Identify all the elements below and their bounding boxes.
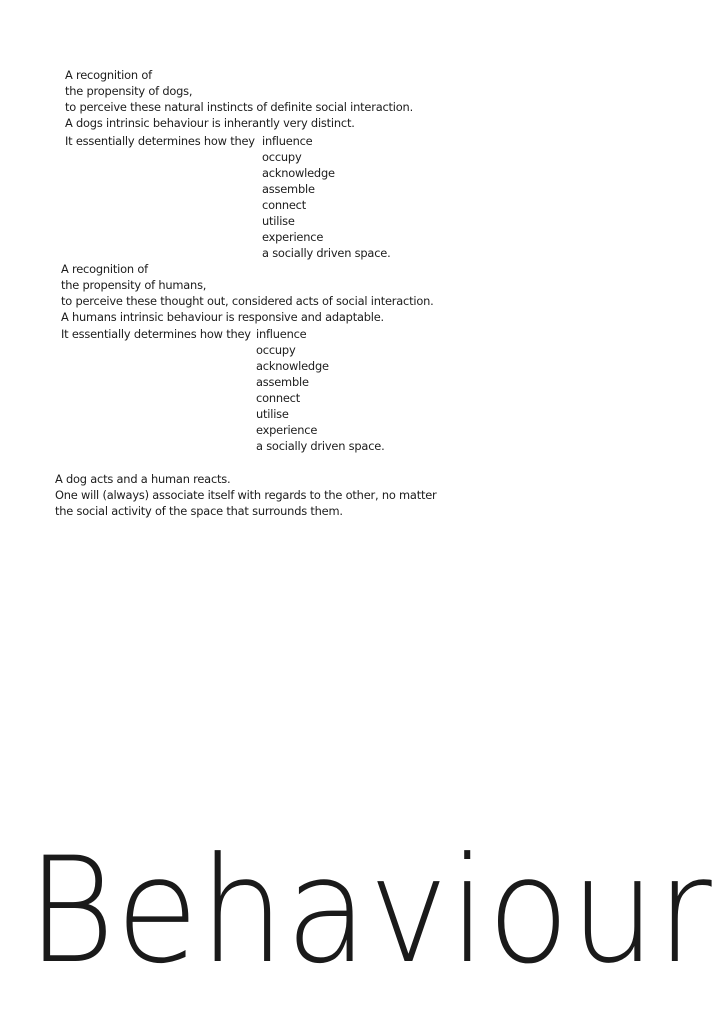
page-title: Behaviour	[27, 826, 713, 996]
dogs-lead-text: It essentially determines how they	[65, 134, 255, 148]
dogs-verb-2: occupy	[262, 150, 302, 164]
humans-verb-4: assemble	[256, 375, 309, 389]
humans-intro-line-1: A recognition of	[61, 262, 148, 276]
humans-verb-8: a socially driven space.	[256, 439, 385, 453]
dogs-intro-line-1: A recognition of	[65, 68, 152, 82]
humans-verb-6: utilise	[256, 407, 289, 421]
dogs-verb-4: assemble	[262, 182, 315, 196]
humans-verb-1: influence	[256, 327, 307, 341]
humans-verb-2: occupy	[256, 343, 296, 357]
conclusion-line-1: A dog acts and a human reacts.	[55, 472, 231, 486]
dogs-verb-7: experience	[262, 230, 324, 244]
humans-verb-3: acknowledge	[256, 359, 329, 373]
dogs-verb-1: influence	[262, 134, 313, 148]
dogs-verb-8: a socially driven space.	[262, 246, 391, 260]
humans-intro-line-3: to perceive these thought out, considered acts of social interaction.	[61, 294, 434, 308]
dogs-verb-3: acknowledge	[262, 166, 335, 180]
dogs-verb-5: connect	[262, 198, 307, 212]
dogs-intro-line-2: the propensity of dogs,	[65, 84, 193, 98]
conclusion-line-3: the social activity of the space that surrounds them.	[55, 504, 343, 518]
humans-lead-text: It essentially determines how they	[61, 327, 251, 341]
humans-intro-line-4: A humans intrinsic behaviour is responsive and adaptable.	[61, 310, 384, 324]
humans-verb-7: experience	[256, 423, 318, 437]
dogs-intro-line-3: to perceive these natural instincts of definite social interaction.	[65, 100, 413, 114]
dogs-intro-line-4: A dogs intrinsic behaviour is inherantly very distinct.	[65, 116, 355, 130]
humans-verb-5: connect	[256, 391, 301, 405]
dogs-verb-6: utilise	[262, 214, 295, 228]
humans-intro-line-2: the propensity of humans,	[61, 278, 207, 292]
conclusion-line-2: One will (always) associate itself with regards to the other, no matter	[55, 488, 437, 502]
